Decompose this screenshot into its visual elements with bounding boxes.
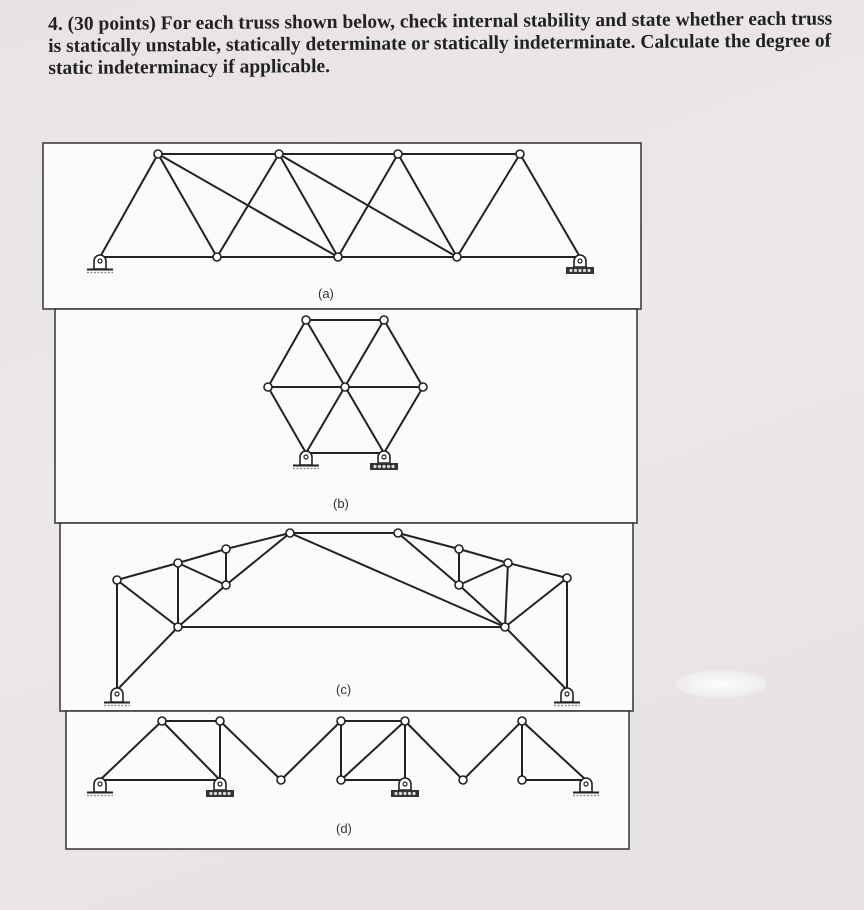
- light-glare: [676, 670, 766, 698]
- question-number: 4.: [48, 13, 63, 35]
- panel-d-label: (d): [336, 821, 352, 836]
- panel-c-label: (c): [336, 682, 352, 697]
- question-points: (30 points): [67, 13, 156, 35]
- panel-a-frame: [43, 143, 641, 309]
- question-body: For each truss shown below, check internal stability and state whether each truss is statically unstable, statically determinate or statically indeterminate. Calculate the degree of static indeterminacy if applicable.: [48, 8, 833, 79]
- panel-b-label: (b): [333, 496, 349, 511]
- panel-b-frame: [55, 309, 637, 523]
- panel-a-label: (a): [318, 286, 334, 301]
